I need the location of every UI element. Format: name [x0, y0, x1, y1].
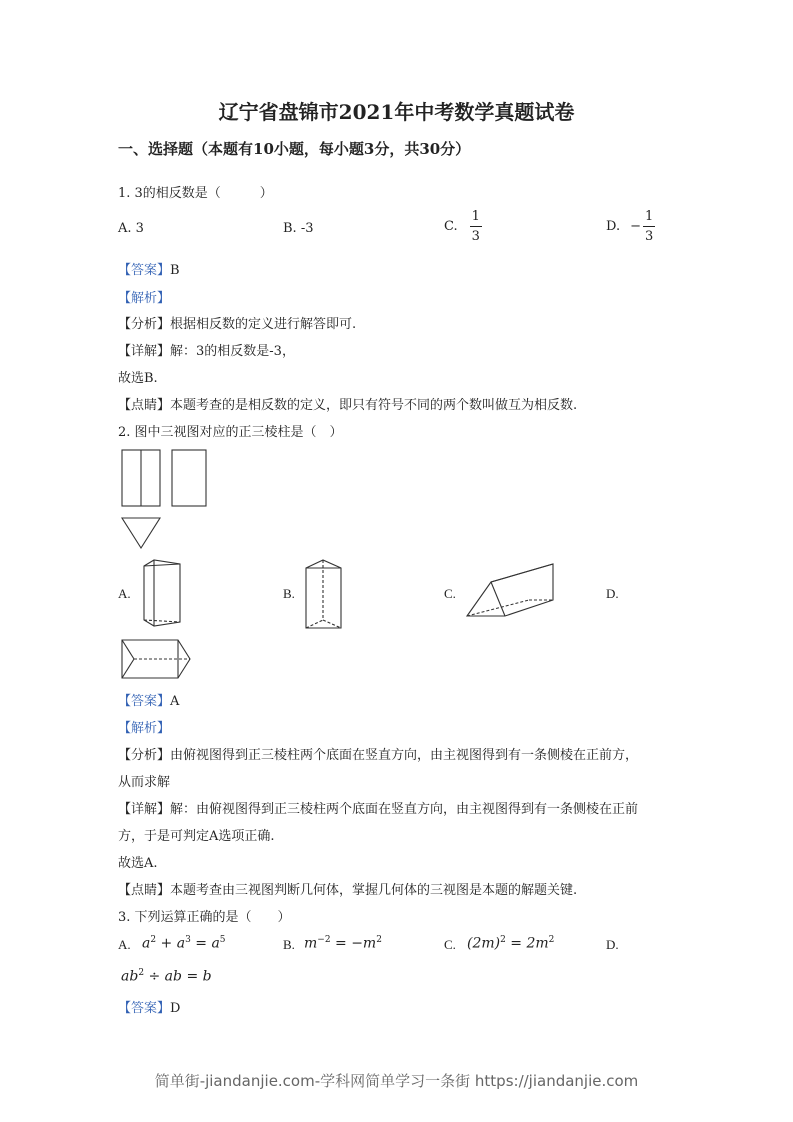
q2-xiangjie — [118, 798, 638, 817]
fenxi-text: 根据相反数的定义进行解答即可. — [170, 317, 357, 332]
q2-answer — [118, 690, 179, 709]
xiangjie-tag: 【详解】 — [118, 344, 171, 359]
dianjing-text: 本题考查的是相反数的定义，即只有符号不同的两个数叫做互为相反数. — [170, 398, 578, 413]
q3-answer — [118, 997, 180, 1016]
q1-stem: 1. 3的相反数是（ ） — [118, 186, 273, 201]
expr-part: = a — [195, 935, 220, 952]
dianjing-text: 本题考查由三视图判断几何体，掌握几何体的三视图是本题的解题关键. — [170, 883, 578, 898]
answer-value: B — [170, 263, 180, 278]
top-view-triangle — [122, 518, 160, 548]
q2-analysis-tag: 【解析】 — [118, 721, 171, 736]
expr-part: (2m) — [467, 935, 501, 952]
q2-option-a-label: A. — [118, 586, 131, 601]
fraction-numerator: 1 — [643, 210, 655, 227]
expr-part: = −m — [335, 935, 377, 952]
q2-fenxi — [118, 744, 638, 763]
fraction-denominator: 3 — [645, 229, 654, 244]
q1-answer — [118, 259, 180, 278]
fenxi-text: 由俯视图得到正三棱柱两个底面在竖直方向，由主视图得到有一条侧棱在正前方， — [170, 748, 639, 763]
q1-option-d-label: D. — [606, 219, 621, 234]
q1-fenxi — [118, 313, 356, 332]
side-view — [172, 450, 206, 506]
exponent: 2 — [376, 935, 382, 945]
q3-option-d-expr — [121, 968, 212, 985]
prism-option-a — [140, 558, 188, 630]
q1-option-b: B. -3 — [283, 221, 314, 236]
q1-analysis-tag: 【解析】 — [118, 291, 171, 306]
q1-option-c — [444, 210, 482, 243]
dianjing-tag: 【点睛】 — [118, 398, 171, 413]
q1-option-c-label: C. — [444, 219, 458, 234]
answer-tag: 【答案】 — [118, 694, 171, 709]
q1-choose: 故选B. — [118, 371, 158, 386]
q1-dianjing — [118, 394, 577, 413]
xiangjie-text: 解：由俯视图得到正三棱柱两个底面在竖直方向，由主视图得到有一条侧棱在正前 — [170, 802, 639, 817]
q3-option-c-label: C. — [444, 937, 456, 952]
q2-stem: 2. 图中三视图对应的正三棱柱是（ ） — [118, 425, 343, 440]
answer-tag: 【答案】 — [118, 1001, 171, 1016]
q3-option-c-expr — [467, 935, 554, 952]
q1-option-a: A. 3 — [118, 221, 144, 236]
section-heading: 一、选择题（本题有10小题，每小题3分，共30分） — [118, 140, 471, 158]
exponent: 5 — [219, 935, 226, 945]
q3-option-b-label: B. — [283, 937, 295, 952]
q3-option-d-label: D. — [606, 937, 619, 952]
q2-dianjing — [118, 879, 577, 898]
page-footer: 简单街-jiandanjie.com-学科网简单学习一条街 https://jiandanjie.com — [154, 1072, 639, 1090]
exponent: 2 — [138, 968, 145, 978]
q2-option-d-label: D. — [606, 586, 619, 601]
prism-option-d — [118, 637, 193, 681]
prism-option-c — [465, 562, 560, 620]
xiangjie-tag: 【详解】 — [118, 802, 171, 817]
fraction-numerator: 1 — [470, 210, 482, 227]
expr-part: m — [304, 935, 318, 952]
exponent: −2 — [317, 935, 331, 945]
expr-part: = 2m — [510, 935, 549, 952]
q2-option-c-label: C. — [444, 586, 456, 601]
dianjing-tag: 【点睛】 — [118, 883, 171, 898]
q1-option-d — [606, 210, 655, 243]
three-view-figure — [118, 448, 213, 553]
q2-option-b-label: B. — [283, 586, 295, 601]
q2-fenxi-cont: 从而求解 — [118, 775, 171, 790]
q3-option-a-label: A. — [118, 937, 131, 952]
fenxi-tag: 【分析】 — [118, 748, 171, 763]
fenxi-tag: 【分析】 — [118, 317, 171, 332]
q3-option-b-expr — [304, 935, 382, 952]
q3-stem: 3. 下列运算正确的是（ ） — [118, 910, 291, 925]
exponent: 2 — [150, 935, 157, 945]
answer-value: A — [170, 694, 180, 709]
q3-option-a-expr — [142, 935, 226, 952]
q1-option-d-sign: − — [630, 219, 641, 234]
q1-option-c-fraction — [470, 210, 482, 243]
q2-choose: 故选A. — [118, 856, 158, 871]
fraction-denominator: 3 — [471, 229, 480, 244]
exponent: 2 — [500, 935, 506, 945]
answer-value: D — [170, 1001, 181, 1016]
q2-xiangjie-cont: 方，于是可判定A选项正确. — [118, 829, 275, 844]
xiangjie-text: 解：3的相反数是-3， — [170, 344, 295, 359]
expr-part: ab — [121, 968, 139, 985]
expr-part: ÷ ab = b — [148, 968, 212, 985]
expr-part: + a — [160, 935, 186, 952]
q1-option-d-fraction — [643, 210, 655, 243]
exponent: 2 — [548, 935, 555, 945]
q1-xiangjie — [118, 340, 295, 359]
prism-option-b — [303, 558, 345, 630]
exponent: 3 — [185, 935, 191, 945]
answer-tag: 【答案】 — [118, 263, 171, 278]
expr-part: a — [142, 935, 151, 952]
page-title: 辽宁省盘锦市2021年中考数学真题试卷 — [218, 100, 575, 124]
